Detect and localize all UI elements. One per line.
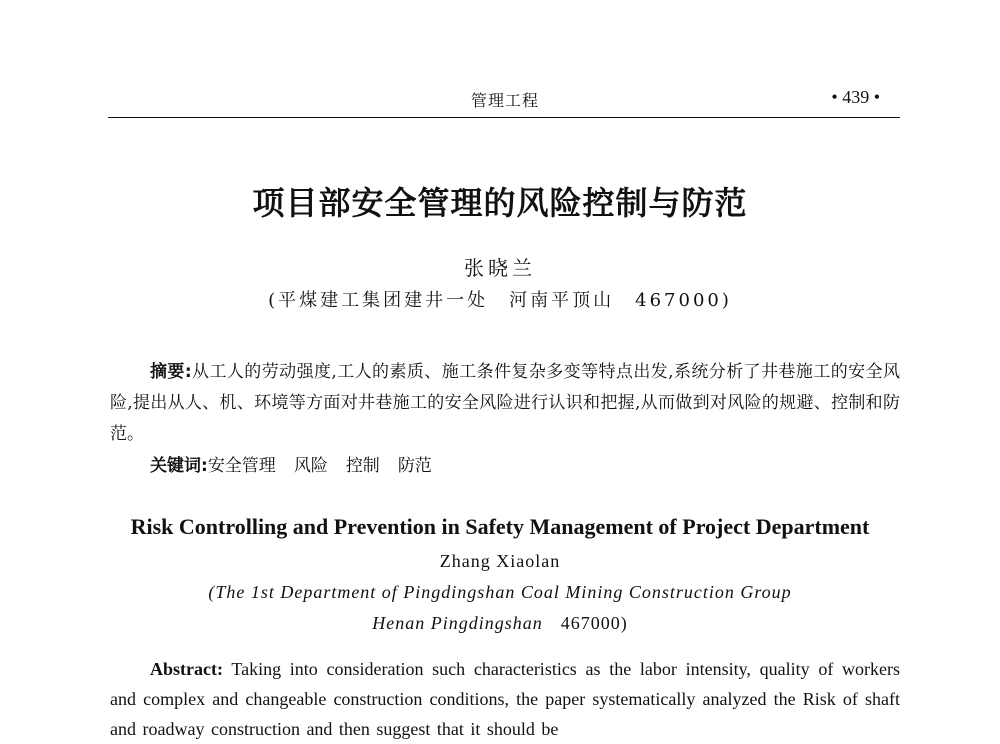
english-abstract-label: Abstract: — [150, 659, 223, 679]
chinese-abstract-text: 从工人的劳动强度,工人的素质、施工条件复杂多变等特点出发,系统分析了井巷施工的安全风险,提出从人、机、环境等方面对井巷施工的安全风险进行认识和把握,从而做到对风险的规避、控制和防范。 — [110, 362, 900, 444]
chinese-title: 项目部安全管理的风险控制与防范 — [252, 184, 748, 222]
journal-name: 管理工程 — [470, 91, 539, 110]
keyword: 控制 — [345, 456, 380, 476]
chinese-abstract — [110, 357, 900, 450]
english-abstract-text: Taking into consideration such characteristics as the labor intensity, quality of workers and complex and changeable construction conditions, the paper systematically analyzed the Risk of shaft and roadway construction and then suggest that it should be — [110, 659, 900, 739]
english-title: Risk Controlling and Prevention in Safety Management of Project Department — [130, 514, 870, 539]
chinese-affiliation: (平煤建工集团建井一处 河南平顶山 467000) — [268, 290, 732, 311]
header-rule — [108, 117, 900, 118]
english-affiliation-line2 — [0, 613, 1000, 634]
running-head — [110, 84, 900, 114]
english-abstract — [110, 654, 900, 744]
keyword: 风险 — [293, 456, 328, 476]
chinese-keywords — [150, 451, 450, 476]
chinese-abstract-label: 摘要: — [150, 362, 192, 382]
english-author: Zhang Xiaolan — [439, 551, 561, 571]
keyword: 安全管理 — [207, 456, 276, 476]
chinese-author: 张晓兰 — [464, 256, 536, 280]
keyword: 防范 — [397, 456, 432, 476]
english-affiliation-place: Henan Pingdingshan — [372, 613, 543, 633]
chinese-keywords-label: 关键词: — [150, 456, 208, 476]
english-affiliation-line1: (The 1st Department of Pingdingshan Coal Mining Construction Group — [208, 582, 792, 602]
english-affiliation-zip: 467000) — [560, 613, 628, 633]
page-number: • 439 • — [831, 87, 880, 107]
